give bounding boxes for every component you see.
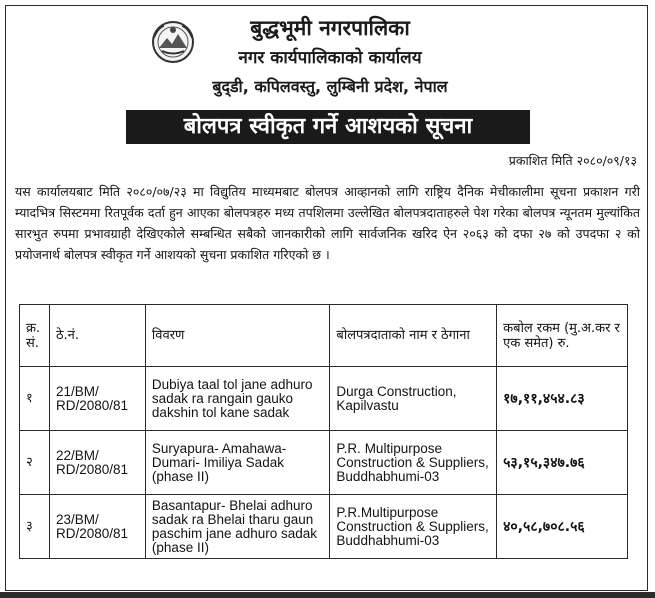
cell-sn: १: [20, 367, 50, 431]
municipality-name: बुद्धभूमी नगरपालिका: [250, 16, 410, 40]
cell-contract: 23/BM/ RD/2080/81: [49, 495, 145, 559]
office-name: नगर कार्यपालिकाको कार्यालय: [238, 48, 422, 68]
notice-title: बोलपत्र स्वीकृत गर्ने आशयको सूचना: [126, 110, 530, 144]
header-amount: कबोल रकम (मु.अ.कर र एक समेत) रु.: [497, 305, 628, 367]
cell-bidder: P.R.Multipurpose Construction & Suppliers, Buddhabhumi-03: [330, 495, 497, 559]
cell-sn: २: [20, 431, 50, 495]
cell-sn: ३: [20, 495, 50, 559]
cell-amount: ५३,१५,३४७.७६: [497, 431, 628, 495]
header-contract: ठे.नं.: [49, 305, 145, 367]
table-row: [20, 431, 628, 495]
table-row: [20, 367, 628, 431]
header-bidder: बोलपत्रदाताको नाम र ठेगाना: [330, 305, 497, 367]
office-address: बुद्‌डी, कपिलवस्तु, लुम्बिनी प्रदेश, नेपाल: [212, 77, 448, 96]
cell-bidder: Durga Construction, Kapilvastu: [330, 367, 497, 431]
cell-description: Basantapur- Bhelai adhuro sadak ra Bhelai tharu gaun paschim jane adhuro sadak (phase II): [145, 495, 330, 559]
bottom-edge-bar: [0, 592, 655, 598]
cell-amount: १७,११,४५४.८३: [497, 367, 628, 431]
cell-contract: 22/BM/ RD/2080/81: [49, 431, 145, 495]
header-sn: क्र. सं.: [20, 305, 50, 367]
table-row: [20, 495, 628, 559]
notice-body: यस कार्यालयबाट मिति २०८०/०७/२३ मा विद्युतिय माध्यमबाट बोलपत्र आव्हानको लागि राष्ट्रिय दैनिक मेचीकालीमा सूचना प्रकाशन गरी म्यादभित्र सिस्टममा रितपूर्वक दर्ता हुन आएका बोलपत्रहरु मध्य तपशिलमा उल्लेखित बोलपत्रदाताहरुले पेश गरेका बोलपत्र न्यूनतम मुल्यांकित सारभुत रुपमा प्रभावग्राही देखिएकोले सम्बन्धित सबैको जानकारीको लागि सार्वजनिक खरिद ऐन २०६३ को दफा २७ को उपदफा २ को प्रयोजनार्थ बोलपत्र स्वीकृत गर्ने आशयको सुचना प्रकाशित गरिएको छ ।: [15, 184, 640, 262]
table-header-row: [20, 305, 628, 367]
cell-amount: ४०,५८,७०८.५६: [497, 495, 628, 559]
cell-description: Suryapura- Amahawa- Dumari- Imiliya Sadak (phase II): [145, 431, 330, 495]
cell-contract: 21/BM/ RD/2080/81: [49, 367, 145, 431]
bid-table: [19, 304, 628, 559]
published-date: प्रकाशित मिति २०८०/०९/१३: [508, 153, 637, 168]
header-description: विवरण: [145, 305, 330, 367]
cell-description: Dubiya taal tol jane adhuro sadak ra rangain gauko dakshin tol kane sadak: [145, 367, 330, 431]
cell-bidder: P.R. Multipurpose Construction & Suppliers, Buddhabhumi-03: [330, 431, 497, 495]
